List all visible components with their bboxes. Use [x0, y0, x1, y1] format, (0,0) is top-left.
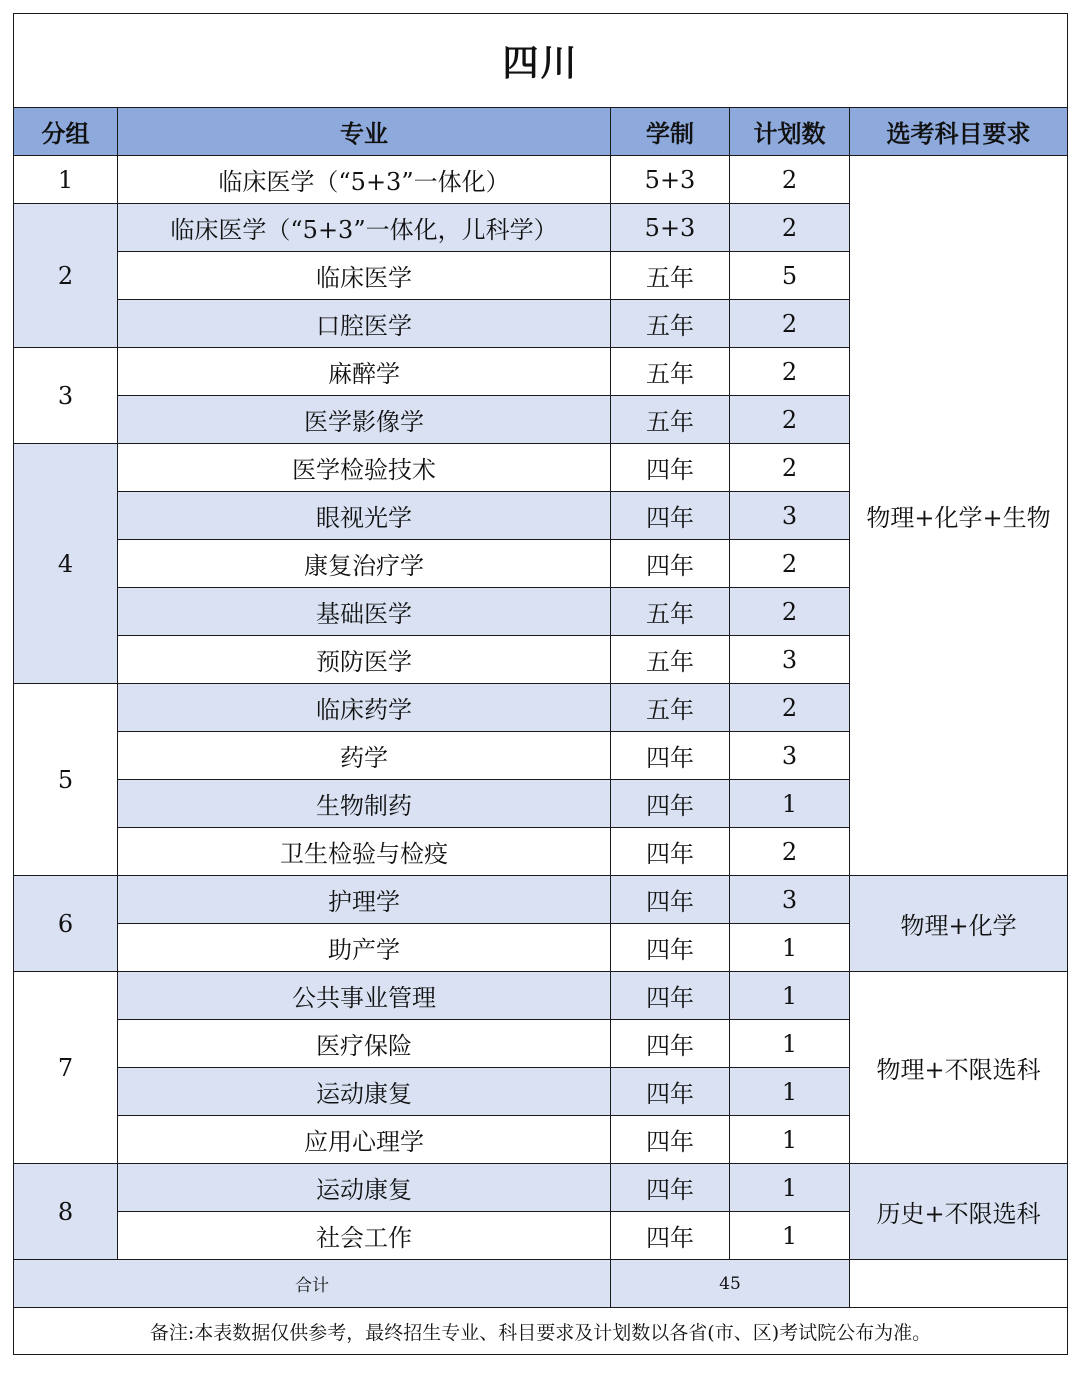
years-cell: 四年	[611, 1116, 730, 1164]
years-cell: 5+3	[611, 204, 730, 252]
major-cell: 应用心理学	[118, 1116, 611, 1164]
plan-cell: 1	[730, 1212, 850, 1260]
major-cell: 基础医学	[118, 588, 611, 636]
plan-cell: 1	[730, 1020, 850, 1068]
major-cell: 卫生检验与检疫	[118, 828, 611, 876]
major-cell: 麻醉学	[118, 348, 611, 396]
requirement-cell: 物理+化学	[850, 876, 1068, 972]
requirement-cell: 历史+不限选科	[850, 1164, 1068, 1260]
header-major: 专业	[118, 108, 611, 156]
years-cell: 四年	[611, 828, 730, 876]
footnote: 备注:本表数据仅供参考，最终招生专业、科目要求及计划数以各省(市、区)考试院公布为准。	[14, 1308, 1068, 1355]
years-cell: 四年	[611, 492, 730, 540]
requirement-cell: 物理+不限选科	[850, 972, 1068, 1164]
table-row	[14, 1164, 1068, 1212]
plan-cell: 1	[730, 1164, 850, 1212]
total-value: 45	[611, 1260, 850, 1308]
years-cell: 四年	[611, 876, 730, 924]
major-cell: 助产学	[118, 924, 611, 972]
major-cell: 护理学	[118, 876, 611, 924]
plan-cell: 1	[730, 1116, 850, 1164]
major-cell: 医学检验技术	[118, 444, 611, 492]
plan-cell: 2	[730, 684, 850, 732]
major-cell: 社会工作	[118, 1212, 611, 1260]
plan-cell: 3	[730, 636, 850, 684]
major-cell: 临床医学（“5+3”一体化，儿科学）	[118, 204, 611, 252]
years-cell: 五年	[611, 300, 730, 348]
group-cell: 2	[14, 204, 118, 348]
years-cell: 四年	[611, 924, 730, 972]
plan-cell: 1	[730, 1068, 850, 1116]
major-cell: 预防医学	[118, 636, 611, 684]
years-cell: 五年	[611, 252, 730, 300]
major-cell: 医疗保险	[118, 1020, 611, 1068]
plan-cell: 3	[730, 492, 850, 540]
years-cell: 5+3	[611, 156, 730, 204]
major-cell: 眼视光学	[118, 492, 611, 540]
total-empty-cell	[850, 1260, 1068, 1308]
years-cell: 五年	[611, 684, 730, 732]
plan-cell: 2	[730, 444, 850, 492]
table-title: 四川	[14, 14, 1068, 108]
years-cell: 四年	[611, 444, 730, 492]
major-cell: 康复治疗学	[118, 540, 611, 588]
major-cell: 运动康复	[118, 1068, 611, 1116]
major-cell: 药学	[118, 732, 611, 780]
years-cell: 四年	[611, 1164, 730, 1212]
major-cell: 临床药学	[118, 684, 611, 732]
header-group: 分组	[14, 108, 118, 156]
plan-cell: 2	[730, 348, 850, 396]
major-cell: 公共事业管理	[118, 972, 611, 1020]
years-cell: 五年	[611, 396, 730, 444]
table-row	[14, 972, 1068, 1020]
major-cell: 医学影像学	[118, 396, 611, 444]
years-cell: 五年	[611, 636, 730, 684]
header-plan: 计划数	[730, 108, 850, 156]
header-requirement: 选考科目要求	[850, 108, 1068, 156]
plan-cell: 2	[730, 828, 850, 876]
years-cell: 四年	[611, 540, 730, 588]
years-cell: 四年	[611, 972, 730, 1020]
plan-cell: 2	[730, 300, 850, 348]
plan-cell: 3	[730, 876, 850, 924]
plan-cell: 5	[730, 252, 850, 300]
years-cell: 四年	[611, 1212, 730, 1260]
plan-cell: 2	[730, 204, 850, 252]
major-cell: 运动康复	[118, 1164, 611, 1212]
plan-cell: 2	[730, 588, 850, 636]
years-cell: 四年	[611, 1068, 730, 1116]
group-cell: 6	[14, 876, 118, 972]
table-row	[14, 876, 1068, 924]
plan-cell: 2	[730, 540, 850, 588]
table-row	[14, 156, 1068, 204]
group-cell: 8	[14, 1164, 118, 1260]
plan-cell: 3	[730, 732, 850, 780]
total-row	[14, 1260, 1068, 1308]
requirement-cell: 物理+化学+生物	[850, 156, 1068, 876]
major-cell: 口腔医学	[118, 300, 611, 348]
total-label: 合计	[14, 1260, 611, 1308]
years-cell: 四年	[611, 780, 730, 828]
years-cell: 五年	[611, 588, 730, 636]
major-cell: 临床医学	[118, 252, 611, 300]
admission-plan-table	[13, 13, 1068, 1355]
group-cell: 7	[14, 972, 118, 1164]
plan-cell: 2	[730, 156, 850, 204]
years-cell: 五年	[611, 348, 730, 396]
plan-cell: 2	[730, 396, 850, 444]
years-cell: 四年	[611, 1020, 730, 1068]
plan-cell: 1	[730, 924, 850, 972]
plan-cell: 1	[730, 972, 850, 1020]
major-cell: 生物制药	[118, 780, 611, 828]
plan-cell: 1	[730, 780, 850, 828]
group-cell: 3	[14, 348, 118, 444]
group-cell: 1	[14, 156, 118, 204]
years-cell: 四年	[611, 732, 730, 780]
header-years: 学制	[611, 108, 730, 156]
group-cell: 4	[14, 444, 118, 684]
group-cell: 5	[14, 684, 118, 876]
major-cell: 临床医学（“5+3”一体化）	[118, 156, 611, 204]
